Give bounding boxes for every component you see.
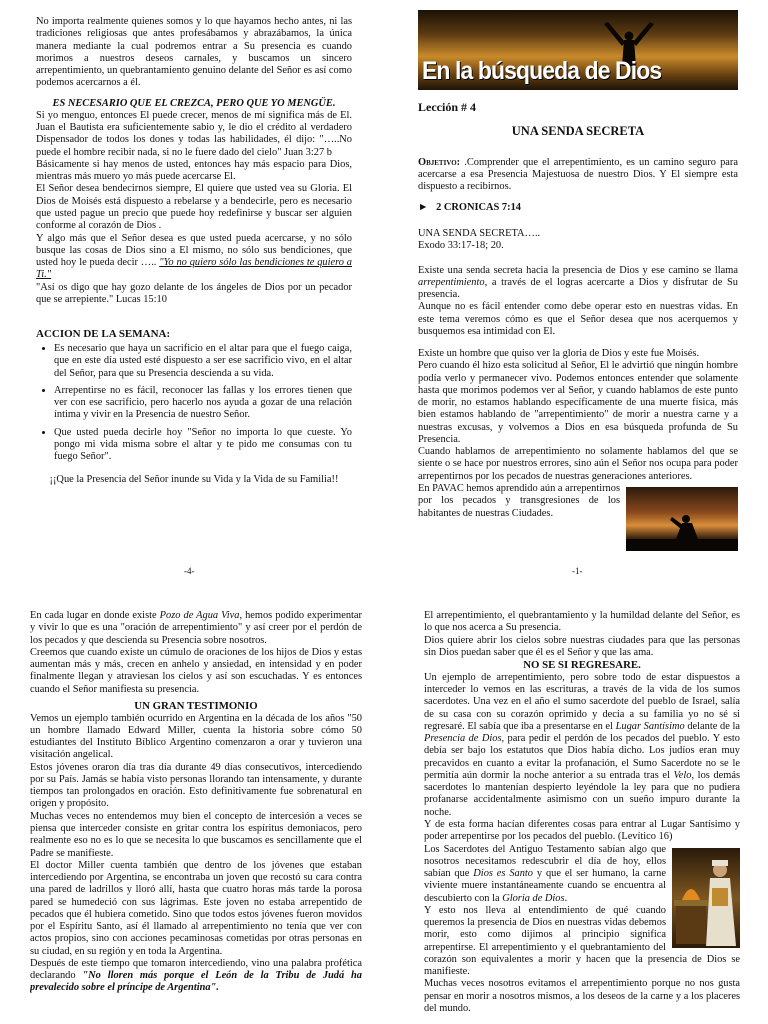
- text: y que el ser humano, la carne viviente muere instantáneamente cuando se encuentra al descubierto con la: [424, 868, 666, 904]
- paragraph: Si yo menguo, entonces El puede crecer, menos de mí significa más de El. Juan el Bautista era suficientemente sabio y, le dio el crédito al verdadero Dispensador de todos los dones y todas las habilidades, él dijo: "…..No puede el hombre recibir nada, si no le fuere dado del cielo" Juan 3:27 b: [36, 109, 352, 158]
- emphasis-text: arrepentimiento: [418, 276, 485, 288]
- text: Después de este tiempo que tomaron intercediendo, vino una palabra profética declarando: [30, 957, 362, 982]
- lesson-number: Lección # 4: [418, 100, 476, 114]
- text: Los Sacerdotes del Antiguo Testamento sabían algo que nosotros necesitamos redescubrir el día de hoy, ellos sabían que: [424, 843, 666, 880]
- text: Un ejemplo de arrepentimiento, pero sobre todo de estar dispuestos a interceder lo vemos en las escrituras, a través de la vida de los sumos sacerdotes. Una vez en el año el sumo sacerdote del pueblo de Israel, salía de su casa con su corazón oprimido y decía a su familia yo no sé si regresaré. El sabía que iba a presentarse en el: [424, 671, 740, 732]
- paragraph: [418, 265, 738, 302]
- list-item: • Arrepentirse no es fácil, reconocer las fallas y los errores tienen que ver con ese sacrificio, pero hacerlo nos ayuda a gozar de una relación íntima y vivir en la Presencia de nuestro Señor.: [54, 385, 352, 422]
- paragraph: [30, 610, 362, 647]
- paragraph: [36, 233, 352, 282]
- page-4-content: [36, 16, 352, 582]
- text: , hemos podido experimentar y vivir lo que es una "oración de arrepentimiento" y así creer por el perdón de los pecados y que descienda su Presencia sobre nosotros.: [30, 610, 362, 646]
- text: Existe una senda secreta hacia la presencia de Dios y ese camino se llama: [418, 264, 738, 276]
- subheading: UNA SENDA SECRETA…..: [418, 227, 541, 239]
- emphasis-text: "No lloren más porque el León de la Tribu de Judá ha prevalecido sobre el príncipe de Argentina".: [30, 970, 362, 994]
- paragraph: Básicamente si hay menos de usted, entonces hay más espacio para Dios, mientras más muero yo más puede acercarse El.: [36, 158, 352, 183]
- paragraph: El Señor desea bendecirnos siempre, El quiere que usted vea su Gloria. El Dios de Moisés está dispuesto a rebelarse y a bendecirle, pero es necesario que usted pague un precio que puede hoy redefinirse y buscar ser alguien conforme al corazón de Dios .: [36, 183, 352, 232]
- objective-text: .Comprender que el arrepentimiento, es un camino seguro para acercarse a esa Presencia Majestuosa de nuestro Dios. Y El siempre esta dispuesto a recibirnos.: [418, 156, 738, 193]
- reference-text: 2 CRONICAS 7:14: [436, 201, 521, 213]
- section-heading: UN GRAN TESTIMONIO: [134, 699, 258, 712]
- quote-text: "Yo no quiero sólo las bendiciones te quiero a Ti.": [36, 257, 352, 281]
- paragraph: Muchas veces nosotros evitamos el arrepentimiento porque no nos gusta pensar en morir a nosotros mismos, a los deseos de la carne y a los placeres del mundo.: [424, 978, 740, 1014]
- paragraph: Dios quiere abrir los cielos sobre nuestras ciudades para que las personas sin Dios puedan saber que él es el Señor y que las ama.: [424, 634, 740, 658]
- praying-silhouette-image: [626, 487, 738, 551]
- text: En cada lugar en donde existe: [30, 610, 160, 621]
- paragraph: No importa realmente quienes somos y lo que hayamos hecho antes, ni las tradiciones religiosas que antes profesábamos y abrazábamos, la única manera mediante la cual podremos entrar a Su presencia es cuando morimos a nuestros deseos carnales, y buscamos un sincero arrepentimiento, un quebrantamiento genuino delante del Señor es así como podemos acercarnos a él.: [36, 16, 352, 89]
- subheading-reference: Exodo 33:17-18; 20.: [418, 240, 504, 252]
- page-2-content: [30, 610, 362, 1020]
- paragraph: [424, 672, 740, 819]
- text: Y algo más que el Señor desea es que usted pueda acercarse, y no sólo busque las cosas de Dios sino a El mismo, no sólo sus bendiciones, que usted hoy le pueda decir …..: [36, 232, 352, 269]
- closing-text: ¡¡Que la Presencia del Señor inunde su Vida y la Vida de su Familia!!: [49, 474, 339, 486]
- text: , para pedir el perdón de los pecados del pueblo. Y esto debía ser bajo los estatutos que Dios había dicho. Los judíos eran muy precavidos en cuanto a evitar la profanación, el Sumo Sacerdote no se le permitía aún dormir la noche anterior a su entrada tras el: [424, 733, 740, 781]
- scripture-reference: [418, 202, 738, 214]
- paragraph: Vemos un ejemplo también ocurrido en Argentina en la década de los años "50 un hombre llamado Edward Miller, cuenta la historia sobre cómo 50 estudiantes del Instituto Bíblico Argentino comenzaron a orar y tuvieron una visitación angelical.: [30, 712, 362, 761]
- text: , los demás sacerdotes lo mantenían despierto leyéndole la ley para que no pudiera profanarse accidentalmente asimismo con un sueño impuro durante la noche.: [424, 769, 740, 818]
- paragraph: "Así os digo que hay gozo delante de los ángeles de Dios por un pecador que se arrepiente." Lucas 15:10: [36, 281, 352, 305]
- paragraph: Y de esta forma hacían diferentes cosas para entrar al Lugar Santísimo y poder arrepentirse por los pecados del pueblo. (Levítico 16): [424, 818, 740, 843]
- bullet-list: [36, 343, 352, 463]
- section-heading: ACCION DE LA SEMANA:: [36, 328, 171, 341]
- arrow-bullet-icon: ►: [418, 201, 429, 213]
- emphasis-text: Dios es Santo: [473, 868, 533, 880]
- emphasis-text: Lugar Santísimo: [615, 720, 685, 732]
- text: , a través de el logras acercarte a Dios y disfrutar de Su presencia.: [418, 276, 738, 301]
- paragraph: Muchas veces no entendemos muy bien el concepto de intercesión a veces se piensa que interceder consiste en gritar contra los espíritus demoniacos, pero realmente eso no es lo que se necesita lo que buscamos es sencillamente que el Padre se manifieste.: [30, 810, 362, 859]
- high-priest-image: [672, 848, 740, 948]
- section-heading: ES NECESARIO QUE EL CREZCA, PERO QUE YO MENGÜE.: [52, 97, 336, 109]
- objective-label: Objetivo:: [418, 156, 461, 168]
- paragraph: En PAVAC hemos aprendido aún a arrepentirnos por los pecados y transgresiones de los habitantes de nuestras Ciudades.: [418, 483, 620, 519]
- emphasis-text: Pozo de Agua Viva: [159, 610, 240, 621]
- emphasis-text: Presencia de Dios: [424, 733, 502, 745]
- priest-figure-icon: [672, 848, 740, 948]
- paragraph: Estos jóvenes oraron día tras día durante 49 días consecutivos, intercediendo por su País. Jamás se había visto personas llorando tan intensamente, y durante tiempos tan prolongados en oración. Esto definitivamente fue sobrenatural en origen y propósito.: [30, 761, 362, 810]
- paragraph: [30, 958, 362, 995]
- paragraph: Pero cuando él hizo esta solicitud al Señor, El le advirtió que ningún hombre podía verlo y permanecer vivo. Podemos entonces entender que solamente hasta que morimos podemos ver al Señor, y cuando hablamos de este punto de morir, no estamos hablando específicamente de una muerte física, más bien estamos hablando de "arrepentimiento" de morir a nuestra carne y a nuestras excusas, y volvemos a Dios en esa búsqueda profunda de Su Presencia.: [418, 360, 738, 445]
- paragraph: Existe un hombre que quiso ver la gloria de Dios y este fue Moisés.: [418, 348, 700, 360]
- paragraph: Cuando hablamos de arrepentimiento no solamente hablamos del que se siente o se hace por nuestros errores, sino aún el Señor nos ocupa para poder arrepentirnos por los pecados de nuestras generaciones anteriores.: [418, 446, 738, 482]
- title-banner: [418, 10, 738, 90]
- paragraph: Y esto nos lleva al entendimiento de qué cuando queremos la presencia de Dios en nuestras vidas debemos morir, esto como dijimos al principio significa arrepentirse. El arrepentimiento y el quebrantamiento del corazón son equivalentes a morir y hacen que la presencia de Dios se manifieste.: [424, 904, 740, 978]
- page-3-content: [424, 610, 740, 1020]
- page-number: -1-: [572, 566, 583, 576]
- paragraph: El arrepentimiento, el quebrantamiento y la humildad delante del Señor, es lo que nos acerca a Su presencia.: [424, 610, 740, 634]
- page-number: -4-: [184, 566, 195, 576]
- emphasis-text: Gloria de Dios: [502, 892, 565, 904]
- banner-title: En la búsqueda de Dios: [422, 56, 662, 85]
- objective: [418, 157, 738, 194]
- list-item: • Que usted pueda decirle hoy "Señor no importa lo que cueste. Yo pongo mi vida misma sobre el altar y te pido me consumas con tu fuego Señor".: [54, 427, 352, 464]
- kneeling-figure-icon: [626, 487, 738, 551]
- page-1-content: [418, 10, 738, 582]
- list-item: • Es necesario que haya un sacrificio en el altar para que el fuego caiga, que en este día usted esté dispuesto a ser ese sacrificio vivo, en el altar del Señor, para que su Presencia descienda a su vida.: [54, 343, 352, 380]
- emphasis-text: Velo: [673, 769, 692, 781]
- paragraph: Aunque no es fácil entender como debe operar esto en nuestras vidas. En este tema veremos cómo es que el Señor desea que nos acerquemos y busquemos esa intimidad con El.: [418, 301, 738, 337]
- lesson-title: UNA SENDA SECRETA: [511, 124, 645, 139]
- text: delante de la: [684, 720, 740, 732]
- text: .: [564, 892, 568, 904]
- paragraph: El doctor Miller cuenta también que dentro de los jóvenes que estaban intercediendo por Argentina, se encontraba un joven que recostó su cara contra una pared de ladrillos y lloró allí, hasta que cuatro horas más tarde la porosa pared se humedeció con sus lágrimas. Este joven no estaba arrepentido de pecados que él hubiera cometido. Sino que todos estos jóvenes fueron movidos por el Espíritu Santo, así él llamado al arrepentimiento no tenía que ver con actos propios, sino con acciones pecaminosas cometidas por otras personas en su ciudad, en su región y en toda la Argentina.: [30, 859, 362, 957]
- paragraph: Creemos que cuando existe un cúmulo de oraciones de los hijos de Dios y estas aumentan más y más, crecen en anhelo y ansiedad, en intensidad y en poder finalmente llegan y atraviesan los cielos y así son escuchadas. Y es entonces cuando el Señor manifiesta su presencia.: [30, 646, 362, 695]
- section-heading: NO SE SI REGRESARE.: [523, 659, 641, 672]
